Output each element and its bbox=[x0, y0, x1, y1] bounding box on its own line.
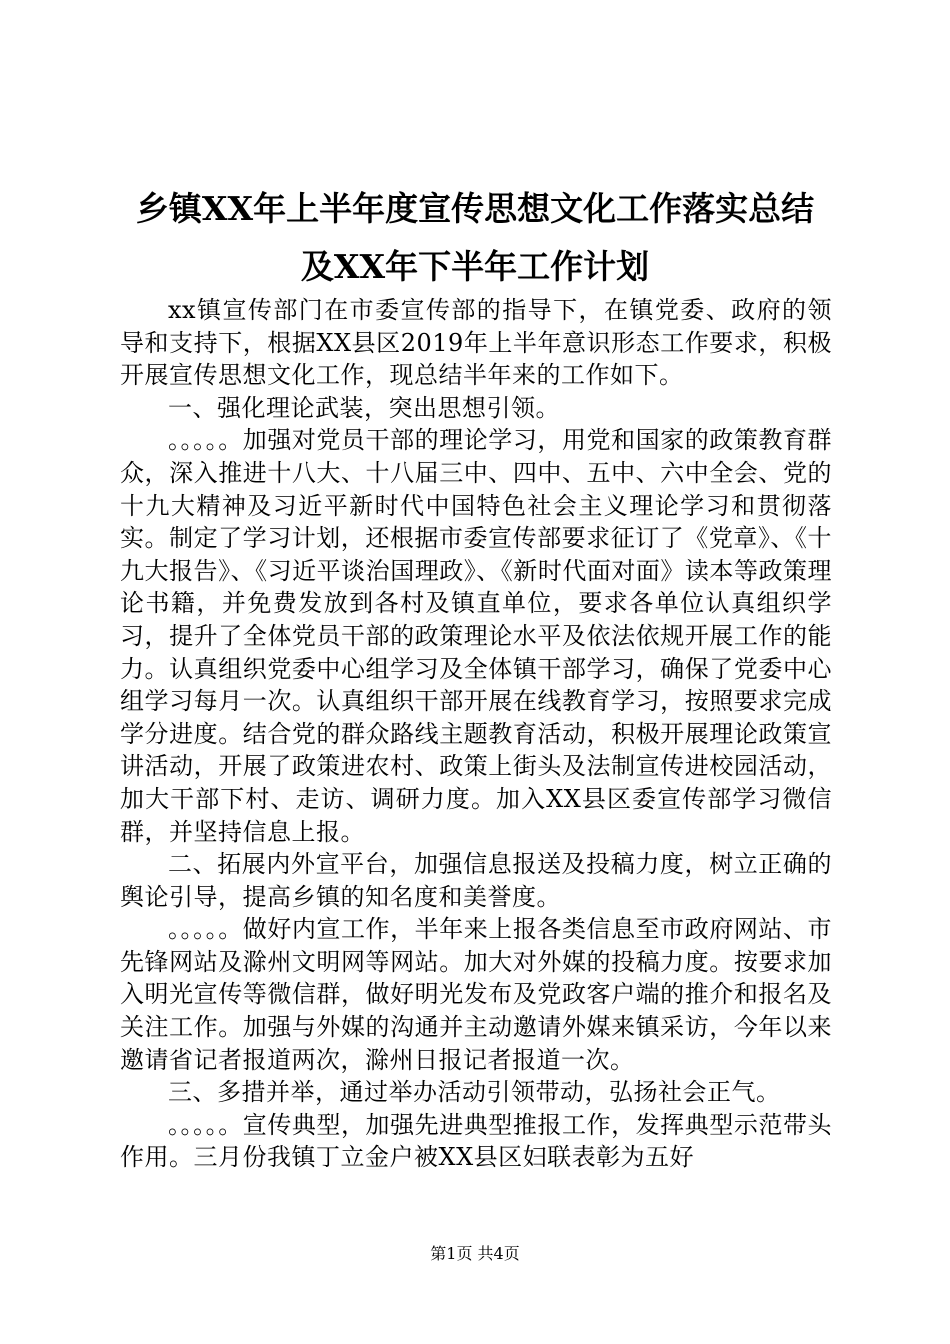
document-body bbox=[120, 294, 832, 1174]
document-title: 乡镇XX年上半年度宣传思想文化工作落实总结及XX年下半年工作计划 bbox=[135, 189, 815, 286]
paragraph-section-1: 。。。。。加强对党员干部的理论学习，用党和国家的政策教育群众，深入推进十八大、十八届三中、四中、五中、六中全会、党的十九大精神及习近平新时代中国特色社会主义理论学习和贯彻落实。制定了学习计划，还根据市委宣传部要求征订了《党章》、《十九大报告》、《习近平谈治国理政》、《新时代面对面》读本等政策理论书籍，并免费发放到各村及镇直单位，要求各单位认真组织学习，提升了全体党员干部的政策理论水平及依法依规开展工作的能力。认真组织党委中心组学习及全体镇干部学习，确保了党委中心组学习每月一次。认真组织干部开展在线教育学习，按照要求完成学分进度。结合党的群众路线主题教育活动，积极开展理论政策宣讲活动，开展了政策进农村、政策上街头及法制宣传进校园活动，加大干部下村、走访、调研力度。加入XX县区委宣传部学习微信群，并坚持信息上报。 bbox=[120, 426, 832, 846]
paragraph-section-2: 。。。。。做好内宣工作，半年来上报各类信息至市政府网站、市先锋网站及滁州文明网等网站。加大对外媒的投稿力度。按要求加入明光宣传等微信群，做好明光发布及党政客户端的推介和报名及关注工作。加强与外媒的沟通并主动邀请外媒来镇采访，今年以来邀请省记者报道两次，滁州日报记者报道一次。 bbox=[120, 915, 832, 1074]
section-heading-3: 三、多措并举，通过举办活动引领带动，弘扬社会正气。 bbox=[168, 1078, 781, 1107]
page-number-footer: 第1页 共4页 bbox=[430, 1244, 520, 1263]
section-heading-1: 一、强化理论武装，突出思想引领。 bbox=[168, 393, 560, 422]
paragraph-intro: xx镇宣传部门在市委宣传部的指导下，在镇党委、政府的领导和支持下，根据XX县区2019年上半年意识形态工作要求，积极开展宣传思想文化工作，现总结半年来的工作如下。 bbox=[120, 296, 832, 390]
section-heading-2: 二、拓展内外宣平台，加强信息报送及投稿力度，树立正确的舆论引导，提高乡镇的知名度和美誉度。 bbox=[120, 850, 832, 911]
paragraph-section-3: 。。。。。宣传典型，加强先进典型推报工作，发挥典型示范带头作用。三月份我镇丁立金户被XX县区妇联表彰为五好 bbox=[120, 1110, 832, 1172]
